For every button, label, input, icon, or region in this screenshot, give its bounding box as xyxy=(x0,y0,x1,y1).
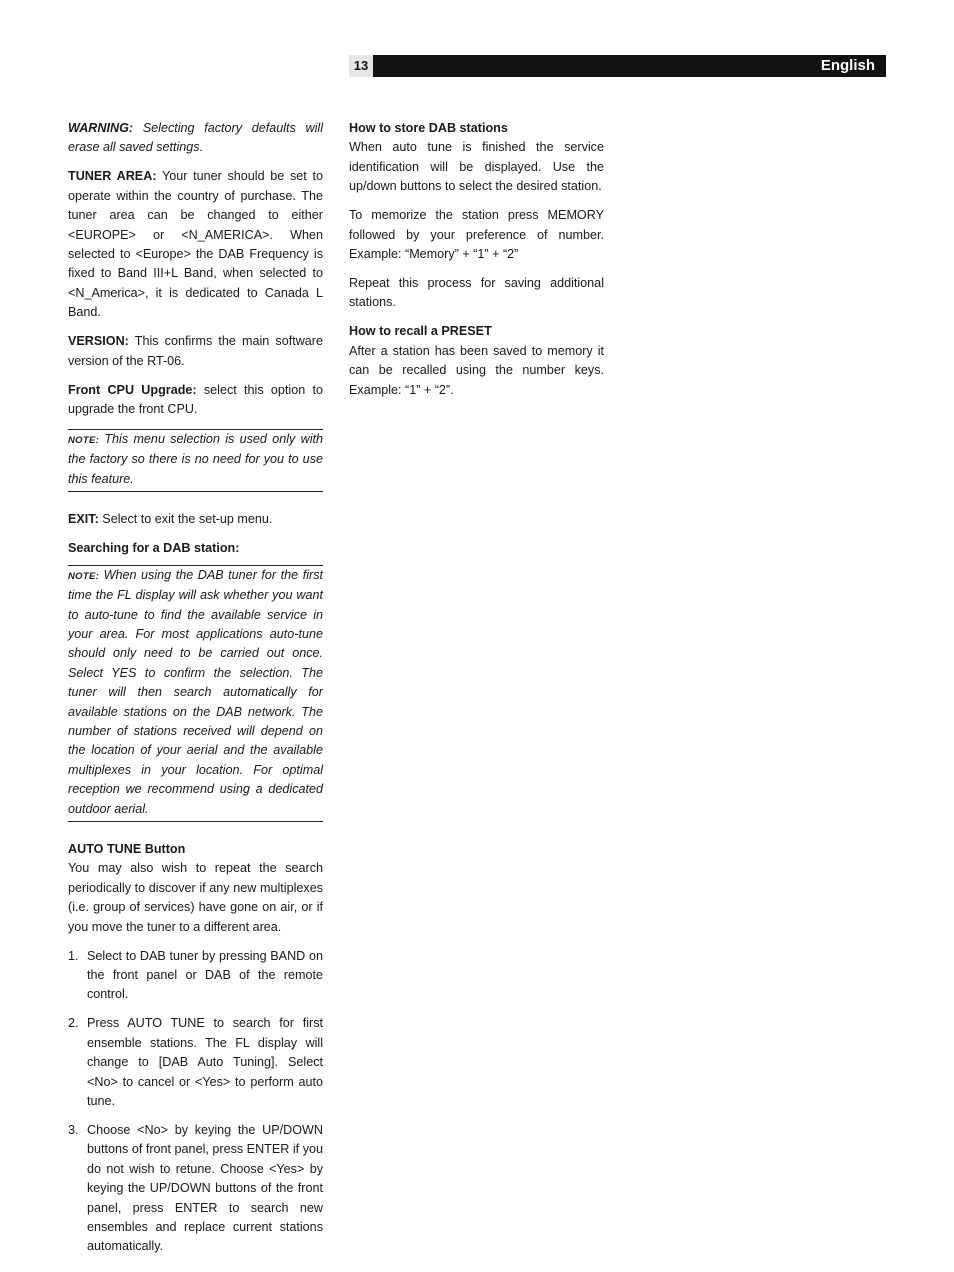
note-tag: NOTE: xyxy=(68,570,100,582)
store-text: When auto tune is finished the service identification will be displayed. Use the up/down buttons to select the desired station. xyxy=(349,140,604,194)
factory-note xyxy=(68,429,323,492)
version-text: This confirms the main software version of the RT-06. xyxy=(68,334,323,368)
search-heading: Searching for a DAB station: xyxy=(68,541,240,556)
note-tag: NOTE: xyxy=(68,435,100,447)
front-cpu-label: Front CPU Upgrade: xyxy=(68,382,197,397)
store-heading: How to store DAB stations xyxy=(349,121,508,135)
language-label: English xyxy=(820,57,875,74)
right-column xyxy=(349,119,604,410)
header-bar xyxy=(349,55,886,77)
steps-list xyxy=(68,947,323,1257)
exit-label: EXIT: xyxy=(68,512,99,527)
step-number: 2. xyxy=(68,1016,79,1031)
note-text: When using the DAB tuner for the first time the FL display will ask whether you want to auto-tune to find the available service in your area. For most applications auto-tune should only need to be carried out once. Select YES to confirm the selection. The tuner will then search automatically for available stations on the DAB network. The number of stations received will depend on the location of your aerial and the available multiplexes in your location. For optimal reception we recommend using a dedicated outdoor aerial. xyxy=(68,567,323,816)
list-item xyxy=(68,1121,323,1257)
step-text: Choose <No> by keying the UP/DOWN buttons of front panel, press ENTER if you do not wish to retune. Choose <Yes> by keying the UP/DOWN buttons of the front panel, press ENTER to search new ensembles and replace current stations automatically. xyxy=(87,1123,323,1254)
tuner-area-paragraph xyxy=(68,167,323,322)
exit-paragraph xyxy=(68,510,323,529)
left-column xyxy=(68,119,323,1266)
note-text: This menu selection is used only with the factory so there is no need for you to use this feature. xyxy=(68,432,323,486)
warning-paragraph xyxy=(68,119,323,158)
step-number: 1. xyxy=(68,948,79,963)
step-text: Press AUTO TUNE to search for first ensemble stations. The FL display will change to [DAB Auto Tuning]. Select <No> to cancel or <Yes> to perform auto tune. xyxy=(87,1016,323,1109)
warning-label: WARNING: xyxy=(68,121,134,135)
list-item xyxy=(68,1014,323,1111)
repeat-text: Repeat this process for saving additional stations. xyxy=(349,276,604,310)
auto-tune-heading: AUTO TUNE Button xyxy=(68,841,186,856)
recall-text: After a station has been saved to memory it can be recalled using the number keys. Example: “1” + “2”. xyxy=(349,343,604,397)
front-cpu-text: select this option to upgrade the front CPU. xyxy=(68,382,324,417)
step-text: Select to DAB tuner by pressing BAND on the front panel or DAB of the remote control. xyxy=(87,948,323,1002)
step-number: 3. xyxy=(68,1123,79,1138)
page-number: 13 xyxy=(349,55,373,77)
version-paragraph xyxy=(68,332,323,371)
version-label: VERSION: xyxy=(68,334,129,349)
front-cpu-paragraph xyxy=(68,381,323,420)
tuner-area-label: TUNER AREA: xyxy=(68,169,157,184)
auto-tune-note xyxy=(68,565,323,822)
list-item xyxy=(68,947,323,1005)
warning-text: Selecting factory defaults will erase all saved settings. xyxy=(68,121,323,155)
exit-text: Select to exit the set-up menu. xyxy=(102,512,273,527)
recall-heading: How to recall a PRESET xyxy=(349,324,492,339)
auto-tune-text: You may also wish to repeat the search periodically to discover if any new multiplexes (i.e. group of services) have gone on air, or if you move the tuner to a different area. xyxy=(68,861,323,934)
memorize-text: To memorize the station press MEMORY followed by your preference of number. Example: “Memory” + “1” + “2” xyxy=(349,208,604,262)
tuner-area-text: Your tuner should be set to operate within the country of purchase. The tuner area can be changed to either <EUROPE> or <N_AMERICA>. When selected to <Europe> the DAB Frequency is fixed to Band III+L Band, when selected to <N_America>, it is dedicated to Canada L Band. xyxy=(68,169,323,320)
